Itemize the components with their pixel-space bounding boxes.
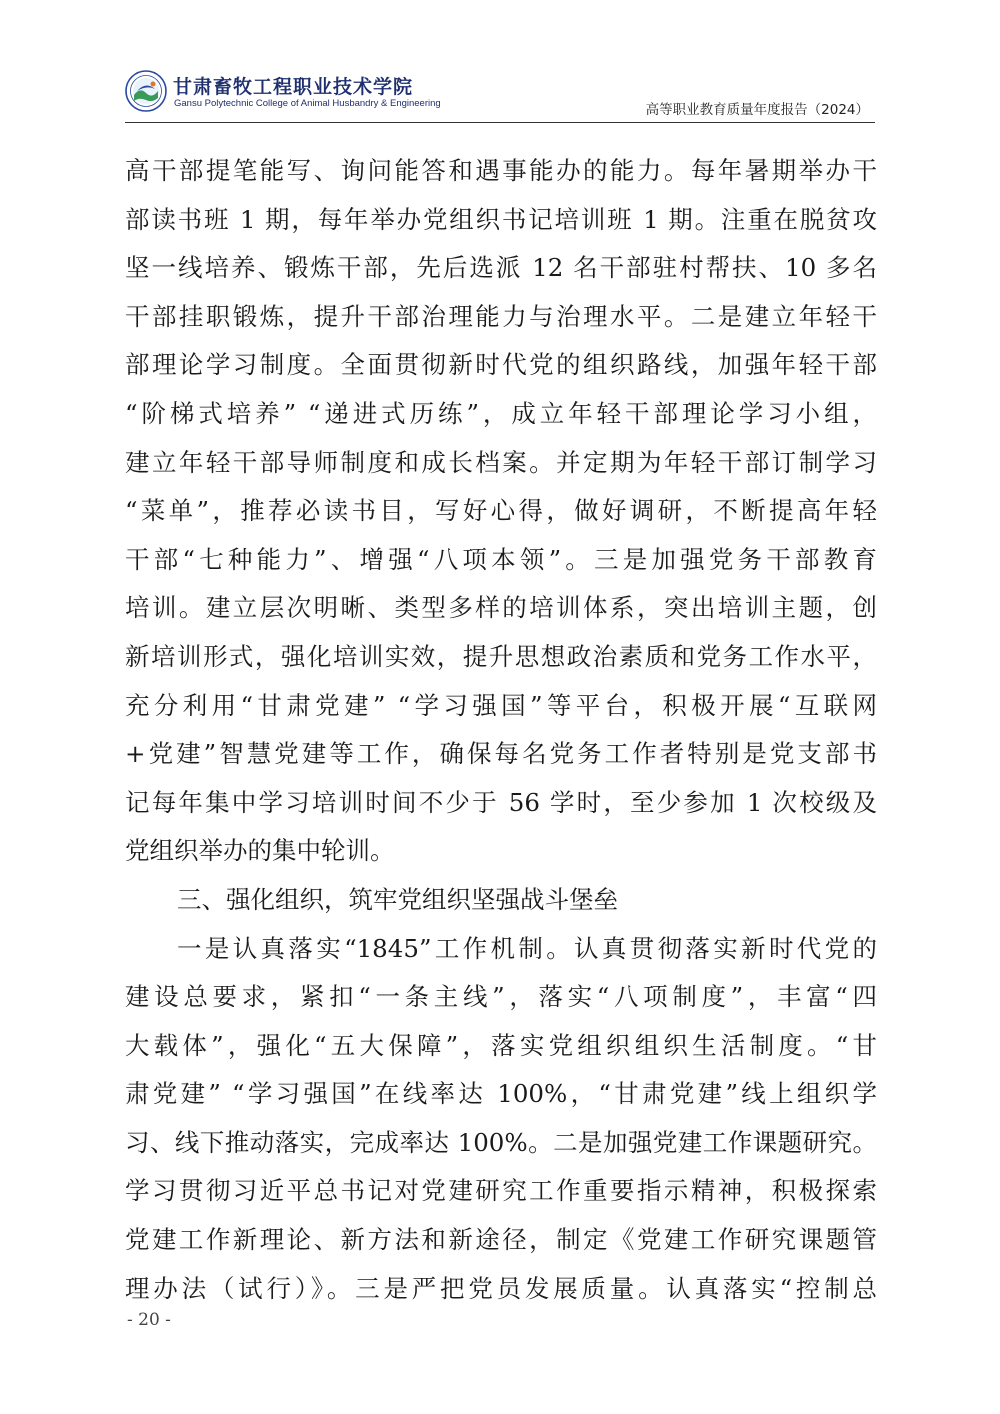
section-heading: 三、强化组织，筑牢党组织坚强战斗堡垒 xyxy=(177,884,618,914)
body-line: 学习贯彻习近平总书记对党建研究工作重要指示精神，积极探索 xyxy=(125,1176,877,1206)
body-line: “阶梯式培养” “递进式历练”，成立年轻干部理论学习小组， xyxy=(125,398,877,428)
body-line: 记每年集中学习培训时间不少于 56 学时，至少参加 1 次校级及 xyxy=(125,787,877,817)
body-line: 建立年轻干部导师制度和成长档案。并定期为年轻干部订制学习 xyxy=(125,447,877,477)
school-name-cn: 甘肃畜牧工程职业技术学院 xyxy=(173,76,414,98)
body-line: 理办法（试行）》。三是严把党员发展质量。认真落实“控制总 xyxy=(125,1273,877,1303)
body-text xyxy=(125,147,877,1313)
body-line: 大载体”，强化“五大保障”，落实党组织组织生活制度。“甘 xyxy=(125,1030,877,1060)
body-line: 一是认真落实“1845”工作机制。认真贯彻落实新时代党的 xyxy=(177,933,877,963)
report-title: 高等职业教育质量年度报告（2024） xyxy=(645,102,869,118)
body-line: 坚一线培养、锻炼干部，先后选派 12 名干部驻村帮扶、10 多名 xyxy=(125,253,877,283)
body-line: 充分利用“甘肃党建” “学习强国”等平台，积极开展“互联网 xyxy=(125,690,877,720)
college-seal-icon xyxy=(125,70,167,112)
body-line: 干部挂职锻炼，提升干部治理能力与治理水平。二是建立年轻干 xyxy=(125,301,877,331)
body-line: 高干部提笔能写、询问能答和遇事能办的能力。每年暑期举办干 xyxy=(125,156,877,185)
page-header xyxy=(125,66,875,123)
body-line: 习、线下推动落实，完成率达 100%。二是加强党建工作课题研究。 xyxy=(125,1127,877,1157)
school-name-en: Gansu Polytechnic College of Animal Husbandry & Engineering xyxy=(174,98,441,109)
body-line: 干部“七种能力”、增强“八项本领”。三是加强党务干部教育 xyxy=(125,544,877,574)
page-number: - 20 - xyxy=(127,1310,171,1330)
body-line: 党组织举办的集中轮训。 xyxy=(125,836,395,866)
body-line: 新培训形式，强化培训实效，提升思想政治素质和党务工作水平， xyxy=(125,641,877,671)
body-line: 部理论学习制度。全面贯彻新时代党的组织路线，加强年轻干部 xyxy=(125,350,877,380)
body-line: 肃党建” “学习强国”在线率达 100%，“甘肃党建”线上组织学 xyxy=(125,1079,877,1109)
body-line: 部读书班 1 期，每年举办党组织书记培训班 1 期。注重在脱贫攻 xyxy=(125,204,877,234)
body-line: 培训。建立层次明晰、类型多样的培训体系，突出培训主题，创 xyxy=(125,593,877,623)
body-line: “菜单”，推荐必读书目，写好心得，做好调研，不断提高年轻 xyxy=(125,496,877,526)
body-line: 党建工作新理论、新方法和新途径，制定《党建工作研究课题管 xyxy=(125,1225,877,1255)
body-line: +党建”智慧党建等工作，确保每名党务工作者特别是党支部书 xyxy=(125,739,877,769)
body-line: 建设总要求，紧扣“一条主线”，落实“八项制度”，丰富“四 xyxy=(125,982,877,1012)
